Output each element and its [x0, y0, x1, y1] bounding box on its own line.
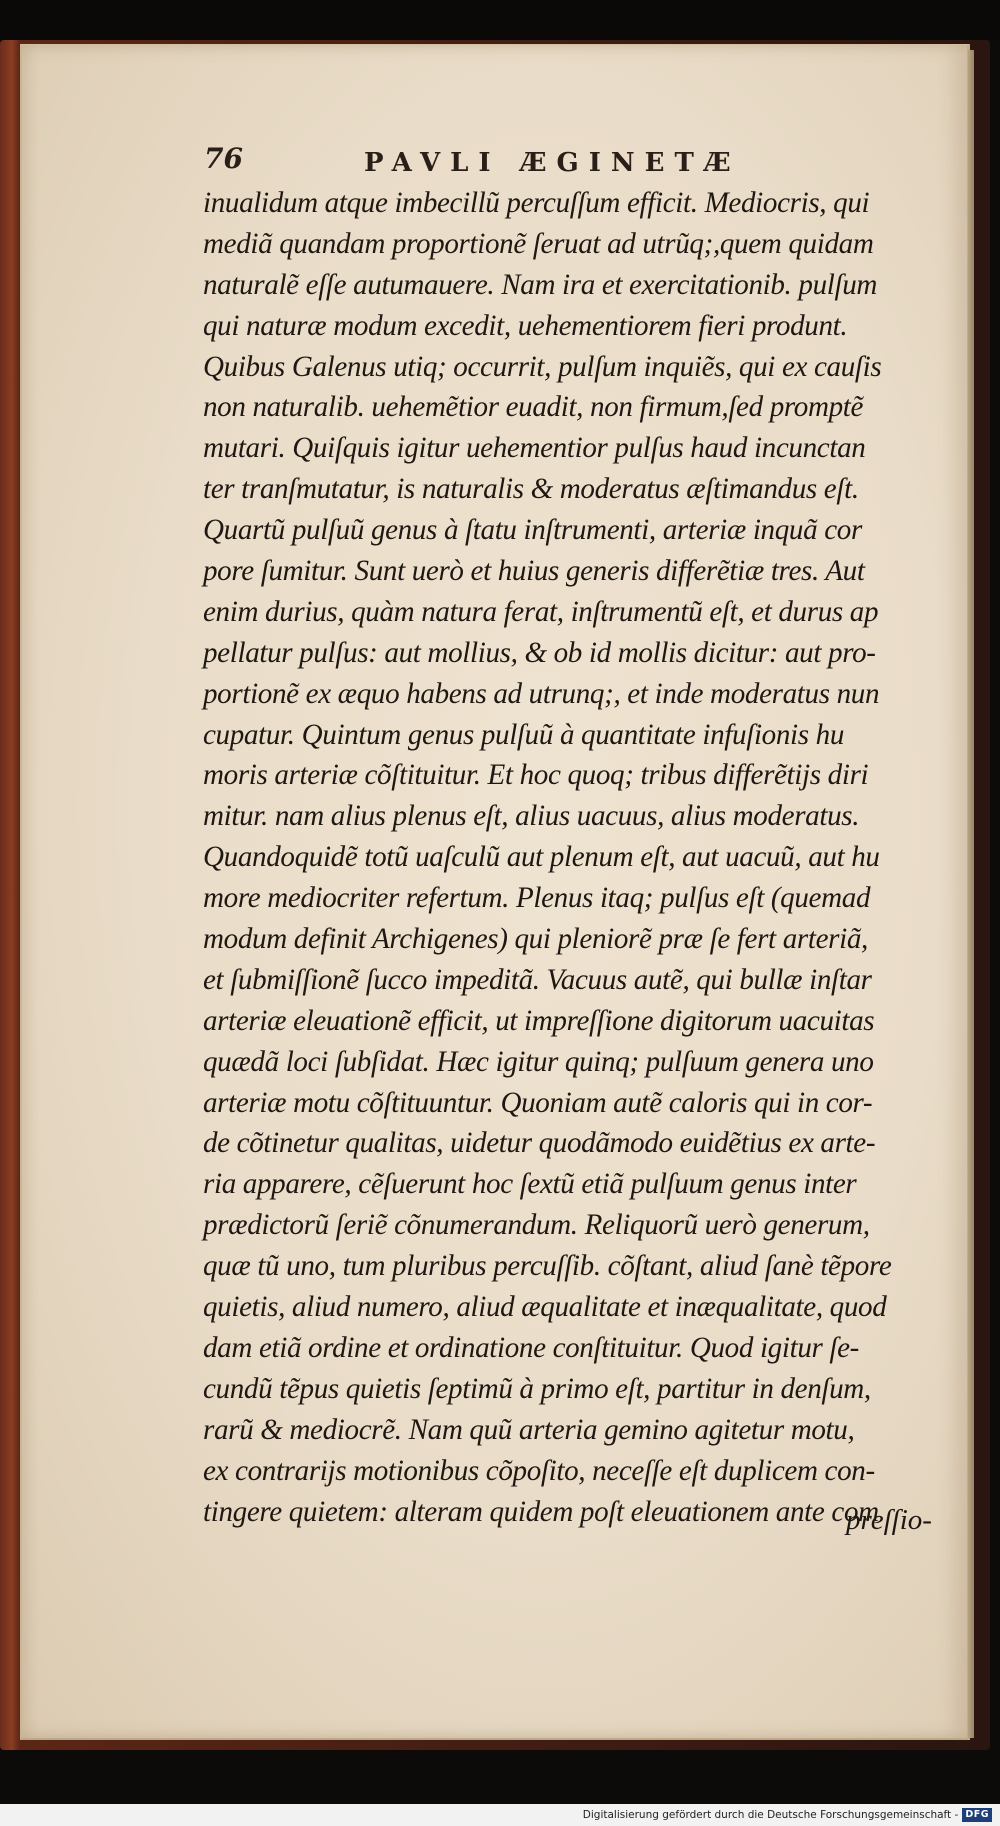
- funding-note: Digitalisierung gefördert durch die Deutsche Forschungsgemeinschaft -: [582, 1809, 959, 1821]
- text-line: Quandoquidẽ totũ uaſculũ aut plenum eſt, aut uacuũ, aut hu: [203, 841, 880, 874]
- text-line: non naturalib. uehemẽtior euadit, non firmum,ſed promptẽ: [203, 391, 864, 424]
- text-line: de cõtinetur qualitas, uidetur quodãmodo euidẽtius ex arte-: [203, 1127, 876, 1160]
- text-line: et ſubmiſſionẽ ſucco impeditã. Vacuus autẽ, qui bullæ inſtar: [203, 963, 872, 996]
- text-line: quæ tũ uno, tum pluribus percuſſib. cõſtant, aliud ſanè tẽpore: [203, 1250, 892, 1283]
- text-line: cundũ tẽpus quietis ſeptimũ à primo eſt, partitur in denſum,: [203, 1372, 871, 1405]
- dfg-logo: DFG: [962, 1808, 992, 1822]
- text-line: arteriæ motu cõſtituuntur. Quoniam autẽ caloris qui in cor-: [203, 1086, 873, 1119]
- text-line: quædã loci ſubſidat. Hæc igitur quinq; pulſuum genera uno: [203, 1045, 874, 1078]
- body-text: [203, 183, 918, 1532]
- page-number: 76: [204, 142, 243, 175]
- text-line: Quartũ pulſuũ genus à ſtatu inſtrumenti, arteriæ inquã cor: [203, 514, 862, 547]
- scan-top-border: [0, 0, 1000, 40]
- text-line: qui naturæ modum excedit, uehementiorem fieri produnt.: [203, 309, 848, 342]
- text-line: cupatur. Quintum genus pulſuũ à quantitate infuſionis hu: [203, 718, 845, 751]
- text-line: prædictorũ ſeriẽ cõnumerandum. Reliquorũ uerò generum,: [203, 1209, 870, 1242]
- running-title: PAVLI ÆGINETÆ: [364, 148, 741, 178]
- scan-bottom-border: [0, 1752, 1000, 1804]
- running-head: [204, 142, 824, 182]
- text-line: mediã quandam proportionẽ ſeruat ad utrũq;,quem quidam: [203, 227, 874, 260]
- text-line: Quibus Galenus utiq; occurrit, pulſum inquiẽs, qui ex cauſis: [203, 350, 882, 383]
- page-fore-edge: [968, 50, 974, 1738]
- catchword: preſſio-: [846, 1504, 932, 1536]
- text-line: inualidum atque imbecillũ percuſſum efficit. Mediocris, qui: [203, 187, 870, 219]
- text-line: ex contrarijs motionibus cõpoſito, neceſſe eſt duplicem con-: [203, 1454, 875, 1487]
- text-line: enim durius, quàm natura ferat, inſtrumentũ eſt, et durus ap: [203, 595, 879, 628]
- text-line: mutari. Quiſquis igitur uehementior pulſus haud incunctan: [203, 432, 866, 465]
- text-line: moris arteriæ cõſtituitur. Et hoc quoq; tribus differẽtijs diri: [203, 759, 869, 792]
- text-line: dam etiã ordine et ordinatione conſtituitur. Quod igitur ſe-: [203, 1331, 860, 1364]
- text-line: ter tranſmutatur, is naturalis & moderatus æſtimandus eſt.: [203, 473, 859, 506]
- text-line: arteriæ eleuationẽ efficit, ut impreſſione digitorum uacuitas: [203, 1004, 875, 1037]
- text-line: ria apparere, cẽſuerunt hoc ſextũ etiã pulſuum genus inter: [203, 1168, 857, 1201]
- text-line: quietis, aliud numero, aliud æqualitate et inæqualitate, quod: [203, 1291, 887, 1324]
- digitization-footer: [0, 1804, 1000, 1826]
- text-line: mitur. nam alius plenus eſt, alius uacuus, alius moderatus.: [203, 800, 860, 833]
- text-line: naturalẽ eſſe autumauere. Nam ira et exercitationib. pulſum: [203, 268, 878, 301]
- text-line: more mediocriter refertum. Plenus itaq; pulſus eſt (quemad: [203, 882, 871, 915]
- text-line: rarũ & mediocrẽ. Nam quũ arteria gemino agitetur motu,: [203, 1413, 855, 1446]
- text-line: pore ſumitur. Sunt uerò et huius generis differẽtiæ tres. Aut: [203, 555, 865, 588]
- text-line: portionẽ ex æquo habens ad utrunq;, et inde moderatus nun: [203, 677, 880, 710]
- text-line: tingere quietem: alteram quidem poſt eleuationem ante com: [203, 1495, 879, 1528]
- text-line: modum definit Archigenes) qui pleniorẽ præ ſe fert arteriã,: [203, 923, 868, 956]
- text-line: pellatur pulſus: aut mollius, & ob id mollis dicitur: aut pro-: [203, 636, 876, 669]
